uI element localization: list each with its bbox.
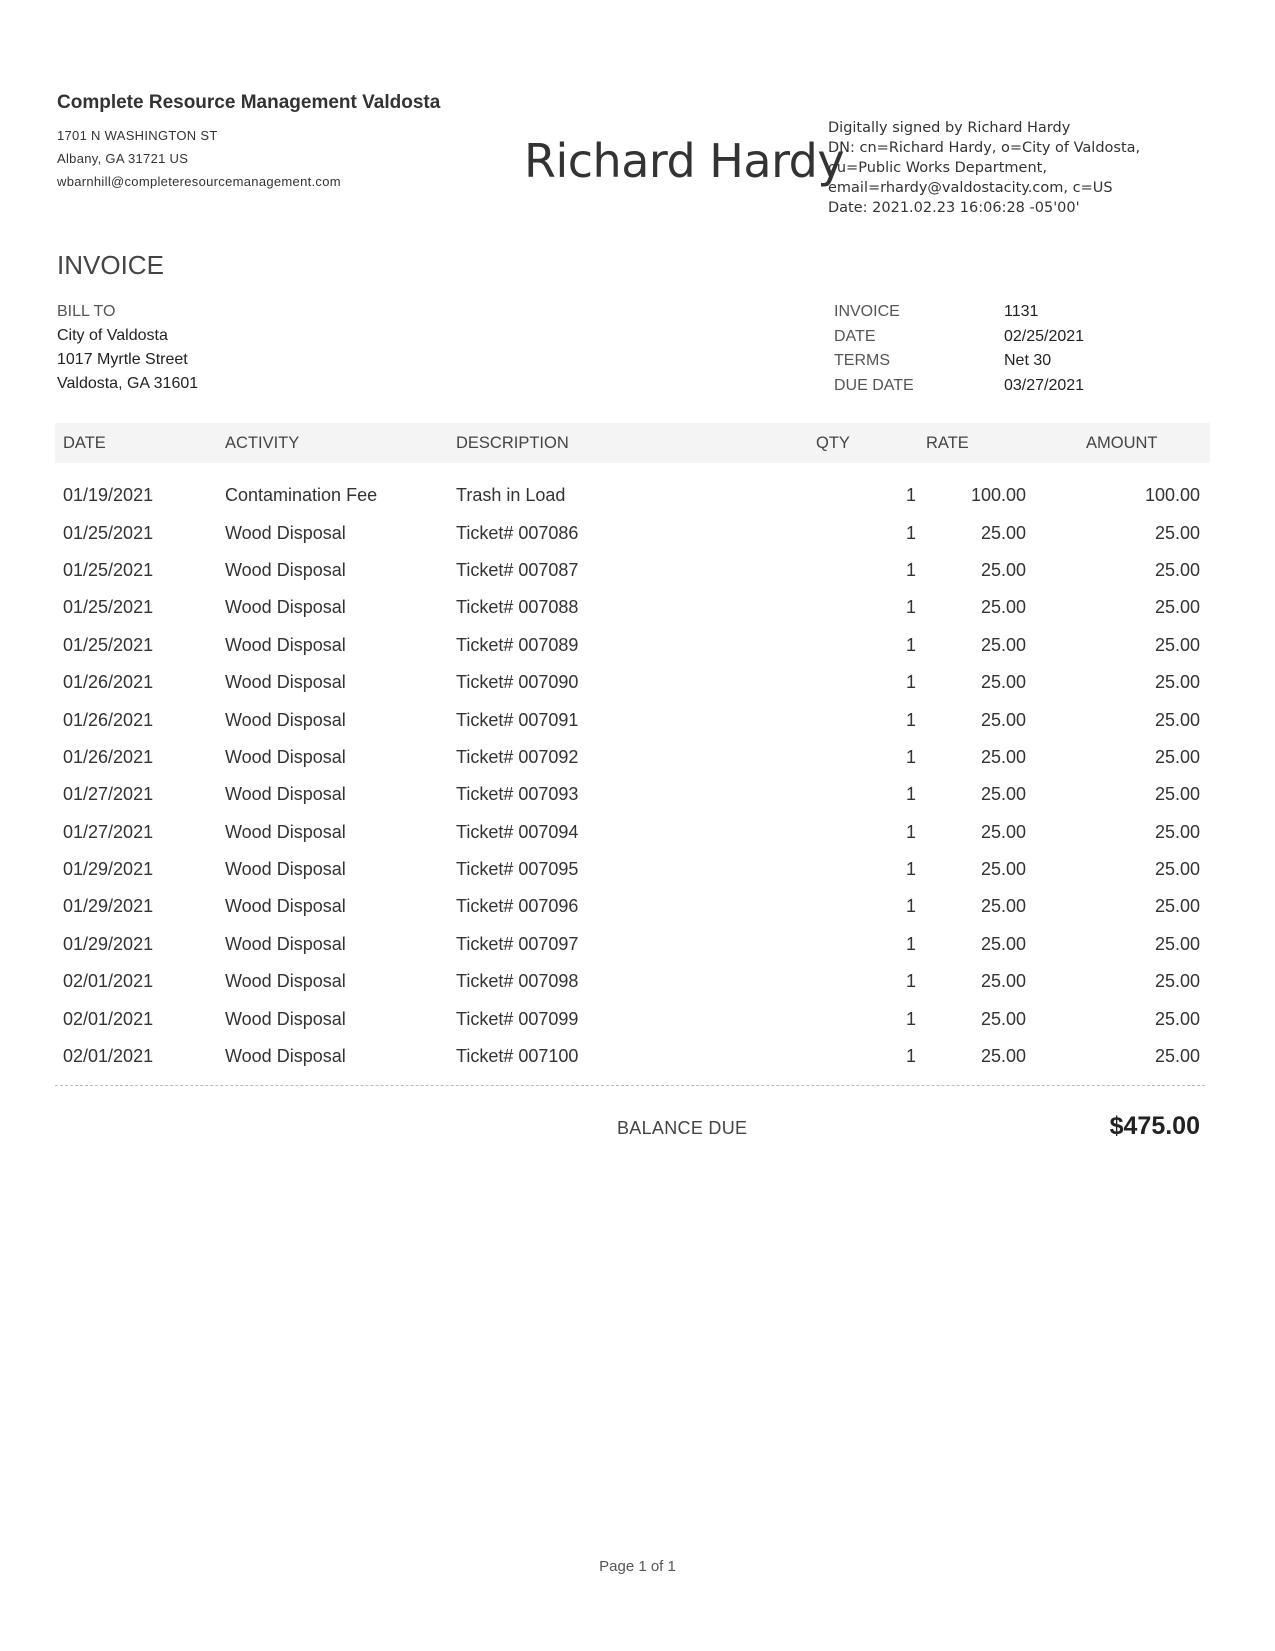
cell-amount: 25.00 xyxy=(1154,522,1200,543)
signature-info-line: Date: 2021.02.23 16:06:28 -05'00' xyxy=(828,200,1080,216)
cell-rate: 25.00 xyxy=(980,634,1026,655)
table-row xyxy=(55,701,1210,738)
cell-amount: 25.00 xyxy=(1154,746,1200,767)
meta-value: 02/25/2021 xyxy=(1004,327,1085,345)
cell-activity: Wood Disposal xyxy=(225,896,346,917)
cell-activity: Wood Disposal xyxy=(225,971,346,992)
vendor-address-line2: Albany, GA 31721 US xyxy=(57,151,189,166)
cell-activity: Wood Disposal xyxy=(225,821,346,842)
cell-qty: 1 xyxy=(905,1008,916,1029)
column-header-amount: AMOUNT xyxy=(1086,423,1210,463)
cell-amount: 25.00 xyxy=(1154,821,1200,842)
table-row xyxy=(55,851,1210,888)
table-header-row xyxy=(55,423,1210,463)
cell-amount: 25.00 xyxy=(1154,859,1200,880)
cell-date: 01/25/2021 xyxy=(63,559,154,580)
cell-activity: Wood Disposal xyxy=(225,672,346,693)
cell-qty: 1 xyxy=(905,522,916,543)
signature-info-line: Digitally signed by Richard Hardy xyxy=(828,120,1071,136)
vendor-address-line1: 1701 N WASHINGTON ST xyxy=(57,128,218,143)
cell-qty: 1 xyxy=(905,821,916,842)
cell-rate: 25.00 xyxy=(980,672,1026,693)
table-row xyxy=(55,963,1210,1000)
cell-description: Ticket# 007093 xyxy=(456,784,579,805)
cell-description: Ticket# 007089 xyxy=(456,634,579,655)
signature-info-line: email=rhardy@valdostacity.com, c=US xyxy=(828,180,1113,196)
balance-due-label: BALANCE DUE xyxy=(617,1118,748,1138)
table-row xyxy=(55,664,1210,701)
table-row xyxy=(55,814,1210,851)
table-row xyxy=(55,888,1210,925)
column-header-rate: RATE xyxy=(926,423,1086,463)
column-header-activity: ACTIVITY xyxy=(225,423,456,463)
cell-activity: Wood Disposal xyxy=(225,709,346,730)
cell-description: Ticket# 007096 xyxy=(456,896,579,917)
cell-qty: 1 xyxy=(905,634,916,655)
cell-date: 01/25/2021 xyxy=(63,597,154,618)
vendor-email: wbarnhill@completeresourcemanagement.com xyxy=(57,174,341,189)
cell-date: 01/29/2021 xyxy=(63,933,154,954)
meta-label: TERMS xyxy=(834,352,890,369)
cell-qty: 1 xyxy=(905,485,916,506)
cell-description: Trash in Load xyxy=(456,485,566,506)
cell-rate: 25.00 xyxy=(980,1046,1026,1067)
cell-description: Ticket# 007097 xyxy=(456,933,579,954)
cell-qty: 1 xyxy=(905,597,916,618)
cell-amount: 25.00 xyxy=(1154,896,1200,917)
cell-activity: Wood Disposal xyxy=(225,597,346,618)
cell-description: Ticket# 007086 xyxy=(456,522,579,543)
cell-qty: 1 xyxy=(905,746,916,767)
cell-activity: Wood Disposal xyxy=(225,559,346,580)
vendor-name: Complete Resource Management Valdosta xyxy=(57,92,441,113)
cell-date: 01/29/2021 xyxy=(63,896,154,917)
cell-amount: 25.00 xyxy=(1154,1008,1200,1029)
cell-amount: 25.00 xyxy=(1154,597,1200,618)
table-row xyxy=(55,514,1210,551)
meta-value: 03/27/2021 xyxy=(1004,376,1085,394)
meta-row-terms xyxy=(834,349,1084,374)
bill-to-city: Valdosta, GA 31601 xyxy=(57,375,199,392)
cell-rate: 25.00 xyxy=(980,559,1026,580)
balance-due-value: $475.00 xyxy=(1109,1112,1200,1140)
cell-rate: 25.00 xyxy=(980,859,1026,880)
cell-activity: Wood Disposal xyxy=(225,859,346,880)
cell-description: Ticket# 007094 xyxy=(456,821,579,842)
cell-description: Ticket# 007100 xyxy=(456,1046,579,1067)
meta-value: 1131 xyxy=(1004,303,1039,320)
cell-date: 01/29/2021 xyxy=(63,859,154,880)
cell-description: Ticket# 007091 xyxy=(456,709,579,730)
cell-qty: 1 xyxy=(905,1046,916,1067)
table-row xyxy=(55,776,1210,813)
cell-date: 01/26/2021 xyxy=(63,672,154,693)
bill-to-block xyxy=(57,300,198,396)
cell-date: 02/01/2021 xyxy=(63,1046,154,1067)
cell-rate: 25.00 xyxy=(980,709,1026,730)
table-row xyxy=(55,739,1210,776)
cell-qty: 1 xyxy=(905,896,916,917)
table-row xyxy=(55,589,1210,626)
cell-activity: Wood Disposal xyxy=(225,746,346,767)
meta-label: DATE xyxy=(834,327,876,345)
meta-label: INVOICE xyxy=(834,303,900,320)
cell-description: Ticket# 007095 xyxy=(456,859,579,880)
cell-qty: 1 xyxy=(905,559,916,580)
column-header-qty: QTY xyxy=(816,423,926,463)
cell-amount: 25.00 xyxy=(1154,709,1200,730)
signature-info-line: DN: cn=Richard Hardy, o=City of Valdosta, xyxy=(828,140,1141,156)
cell-description: Ticket# 007098 xyxy=(456,971,579,992)
invoice-meta xyxy=(834,300,1084,398)
bill-to-street: 1017 Myrtle Street xyxy=(57,351,188,368)
cell-amount: 25.00 xyxy=(1154,784,1200,805)
cell-amount: 25.00 xyxy=(1154,1046,1200,1067)
cell-description: Ticket# 007087 xyxy=(456,559,579,580)
signature-name: Richard Hardy xyxy=(524,134,845,188)
cell-description: Ticket# 007090 xyxy=(456,672,579,693)
table-row xyxy=(55,552,1210,589)
cell-activity: Wood Disposal xyxy=(225,522,346,543)
cell-activity: Wood Disposal xyxy=(225,1046,346,1067)
cell-date: 01/25/2021 xyxy=(63,522,154,543)
meta-row-due-date xyxy=(834,374,1084,399)
divider xyxy=(55,1085,1205,1086)
cell-rate: 25.00 xyxy=(980,1008,1026,1029)
cell-rate: 100.00 xyxy=(970,485,1026,506)
cell-rate: 25.00 xyxy=(980,971,1026,992)
cell-rate: 25.00 xyxy=(980,896,1026,917)
cell-activity: Wood Disposal xyxy=(225,1008,346,1029)
column-header-description: DESCRIPTION xyxy=(456,423,816,463)
line-items-table xyxy=(55,423,1210,1075)
cell-date: 02/01/2021 xyxy=(63,1008,154,1029)
bill-to-label: BILL TO xyxy=(57,303,116,320)
signature-info-line: ou=Public Works Department, xyxy=(828,160,1047,176)
table-row xyxy=(55,463,1210,514)
meta-row-invoice xyxy=(834,300,1084,325)
document-title: INVOICE xyxy=(57,250,164,280)
meta-value: Net 30 xyxy=(1004,352,1052,369)
cell-amount: 25.00 xyxy=(1154,559,1200,580)
table-row xyxy=(55,1000,1210,1037)
cell-amount: 25.00 xyxy=(1154,634,1200,655)
signature-info xyxy=(828,118,1140,218)
cell-qty: 1 xyxy=(905,709,916,730)
cell-activity: Wood Disposal xyxy=(225,784,346,805)
cell-date: 01/25/2021 xyxy=(63,634,154,655)
vendor-block xyxy=(57,92,440,193)
cell-activity: Wood Disposal xyxy=(225,634,346,655)
cell-activity: Contamination Fee xyxy=(225,485,378,506)
bill-to-name: City of Valdosta xyxy=(57,327,168,344)
cell-amount: 25.00 xyxy=(1154,672,1200,693)
cell-date: 01/19/2021 xyxy=(63,485,154,506)
cell-activity: Wood Disposal xyxy=(225,933,346,954)
cell-qty: 1 xyxy=(905,672,916,693)
column-header-date: DATE xyxy=(55,423,225,463)
cell-rate: 25.00 xyxy=(980,746,1026,767)
cell-qty: 1 xyxy=(905,859,916,880)
cell-description: Ticket# 007088 xyxy=(456,597,579,618)
cell-date: 01/26/2021 xyxy=(63,746,154,767)
cell-rate: 25.00 xyxy=(980,933,1026,954)
cell-description: Ticket# 007099 xyxy=(456,1008,579,1029)
page-number: Page 1 of 1 xyxy=(599,1558,676,1575)
cell-description: Ticket# 007092 xyxy=(456,746,579,767)
cell-rate: 25.00 xyxy=(980,522,1026,543)
table-body xyxy=(55,463,1210,1075)
cell-date: 02/01/2021 xyxy=(63,971,154,992)
cell-amount: 25.00 xyxy=(1154,933,1200,954)
cell-rate: 25.00 xyxy=(980,821,1026,842)
cell-rate: 25.00 xyxy=(980,597,1026,618)
table-row xyxy=(55,627,1210,664)
meta-label: DUE DATE xyxy=(834,376,914,394)
cell-qty: 1 xyxy=(905,933,916,954)
cell-date: 01/27/2021 xyxy=(63,784,154,805)
cell-rate: 25.00 xyxy=(980,784,1026,805)
meta-row-date xyxy=(834,325,1084,350)
cell-date: 01/27/2021 xyxy=(63,821,154,842)
table-row xyxy=(55,926,1210,963)
cell-qty: 1 xyxy=(905,784,916,805)
cell-date: 01/26/2021 xyxy=(63,709,154,730)
cell-qty: 1 xyxy=(905,971,916,992)
table-row xyxy=(55,1038,1210,1075)
cell-amount: 100.00 xyxy=(1144,485,1200,506)
cell-amount: 25.00 xyxy=(1154,971,1200,992)
